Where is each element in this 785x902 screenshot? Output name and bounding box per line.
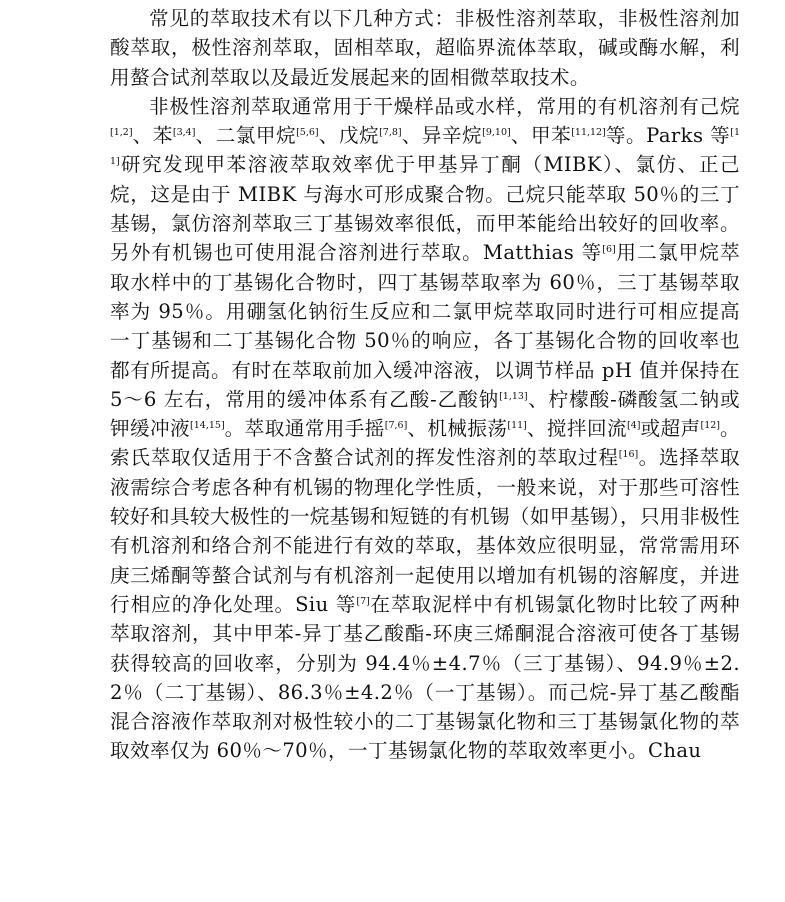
paragraph-1 (110, 4, 740, 92)
citation: [7] (356, 595, 370, 607)
text-segment: 或超声 (640, 417, 701, 441)
text-segment: 用二氯甲烷萃取水样中的丁基锡化合物时，四丁基锡萃取率为 60％，三丁基锡萃取率为 95％。用硼氢化钠衍生反应和二氯甲烷萃取同时进行可相应提高一丁基锡和二丁基锡化合物 50％的响应，各丁基锡化合物的回收率也都有所提高。有时在萃取前加入缓冲溶液，以调节样品 pH 值并保持在 5～6 左右，常用的缓冲体系有乙酸-乙酸钠 (110, 241, 740, 411)
text-segment: 、异辛烷 (401, 124, 483, 148)
text-segment: 非极性溶剂萃取通常用于干燥样品或水样，常用的有机溶剂有己烷 (149, 94, 740, 118)
citation: [5,6] (296, 127, 319, 139)
citation: [14,15] (190, 420, 225, 432)
citation: [12] (700, 420, 721, 432)
citation: [1,2] (110, 127, 133, 139)
citation: [11] (507, 420, 527, 432)
text-segment: 、苯 (132, 124, 173, 148)
text-segment: 、搅拌回流 (526, 417, 627, 441)
paragraph-2-text (110, 92, 740, 766)
text-segment: 研究发现甲苯溶液萃取效率优于甲基异丁酮（MIBK）、氯仿、正己烷，这是由于 MIBK 与海水可形成聚合物。己烷只能萃取 50％的三丁基锡，氯仿溶剂萃取三丁基锡效率很低，而甲苯能给出较好的回收率。另外有机锡也可使用混合溶剂进行萃取。Matthias 等 (110, 153, 740, 265)
text-segment: 、柠檬酸-磷酸氢二钠或钾缓冲液 (110, 387, 740, 441)
text-segment: 、机械振荡 (407, 417, 508, 441)
paragraph-1-text: 常见的萃取技术有以下几种方式：非极性溶剂萃取，非极性溶剂加酸萃取，极性溶剂萃取，固相萃取，超临界流体萃取，碱或酶水解，利用螯合试剂萃取以及最近发展起来的固相微萃取技术。 (110, 7, 740, 89)
citation: [16] (618, 449, 639, 461)
citation: [7,6] (384, 420, 408, 432)
text-segment: 、甲苯 (510, 124, 572, 148)
text-segment: 。萃取通常用手摇 (224, 417, 385, 441)
text-segment: 。索氏萃取仅适用于不含螯合试剂的挥发性溶剂的萃取过程 (110, 417, 741, 470)
text-segment: 、戊烷 (318, 124, 380, 148)
citation: [3,4] (172, 127, 196, 139)
citation: [11] (110, 127, 741, 168)
citation: [9,10] (482, 127, 511, 139)
citation: [11,12] (571, 127, 606, 139)
text-segment: 等。Parks 等 (605, 124, 731, 148)
paragraph-2 (110, 92, 740, 766)
document-page (110, 4, 740, 766)
citation: [7,8] (379, 127, 402, 139)
citation: [1,13] (499, 390, 528, 402)
citation: [6] (602, 244, 616, 256)
citation: [4] (626, 420, 641, 432)
text-segment: 。选择萃取液需综合考虑各种有机锡的物理化学性质，一般来说，对于那些可溶性较好和具较大极性的一烷基锡和短链的有机锡（如甲基锡），只用非极性有机溶剂和络合剂不能进行有效的萃取，基体效应很明显，常常需用环庚三烯酮等螯合试剂与有机溶剂一起使用以增加有机锡的溶解度，并进行相应的净化处理。Siu 等 (110, 446, 741, 616)
text-segment: 在萃取泥样中有机锡氯化物时比较了两种萃取溶剂，其中甲苯-异丁基乙酸酯-环庚三烯酮混合溶液可使各丁基锡获得较高的回收率，分别为 94.4％±4.7％（三丁基锡）、94.9％±2.2％（二丁基锡）、86.3％±4.2％（一丁基锡）。而己烷-异丁基乙酸酯混合溶液作萃取剂对极性较小的二丁基锡氯化物和三丁基锡氯化物的萃取效率仅为 60％～70％，一丁基锡氯化物的萃取效率更小。Chau (110, 592, 740, 763)
text-segment: 、二氯甲烷 (195, 124, 297, 148)
